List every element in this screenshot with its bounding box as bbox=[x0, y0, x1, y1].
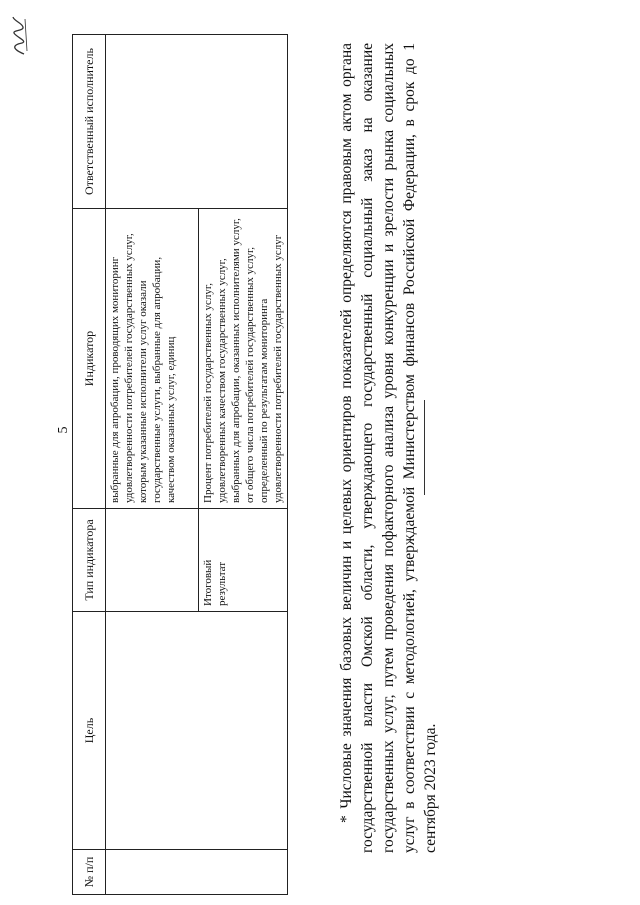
cell-type: Итоговый результат bbox=[199, 509, 288, 612]
header-indicator: Индикатор bbox=[73, 209, 106, 509]
cell-type bbox=[106, 509, 199, 612]
table-row bbox=[106, 35, 199, 895]
footnote: * Числовые значения базовых величин и целевых ориентиров показателей определяются правовым актом органа государственной власти Омской области, утверждающего государственный социальный заказ на оказание государственных услуг, путем проведения пофакторного анализа уровня конкуренции и зрелости рынка социальных услуг в соответствии с методологией, утверждаемой Министерством финансов Российской Федерации, в срок до 1 сентября 2023 года. bbox=[338, 43, 439, 853]
cell-indicator: выбранные для апробации, проводящих мониторинг удовлетворенности потребителей государственных услуг, которым указанные исполнители услуг оказали государственные услуги, выбранные для апробации, качеством оказанных услуг, единиц bbox=[106, 209, 199, 509]
cell-num bbox=[106, 850, 288, 895]
cell-responsible bbox=[106, 35, 288, 209]
signature-mark bbox=[8, 13, 30, 57]
header-goal: Цель bbox=[73, 612, 106, 850]
header-num: № п/п bbox=[73, 850, 106, 895]
header-responsible: Ответственный исполнитель bbox=[73, 35, 106, 209]
table-header-row bbox=[73, 35, 106, 895]
separator-line bbox=[424, 400, 425, 495]
cell-goal bbox=[106, 612, 288, 850]
cell-indicator: Процент потребителей государственных услуг, удовлетворенных качеством государственных услуг, выбранных для апробации, оказанных исполнителями услуг, от общего числа потребителей государственных услуг, определенный по результатам мониторинга удовлетворенности потребителей государственных услуг bbox=[199, 209, 288, 509]
page-number: 5 bbox=[56, 426, 71, 434]
header-type: Тип индикатора bbox=[73, 509, 106, 612]
indicator-table bbox=[72, 34, 288, 895]
